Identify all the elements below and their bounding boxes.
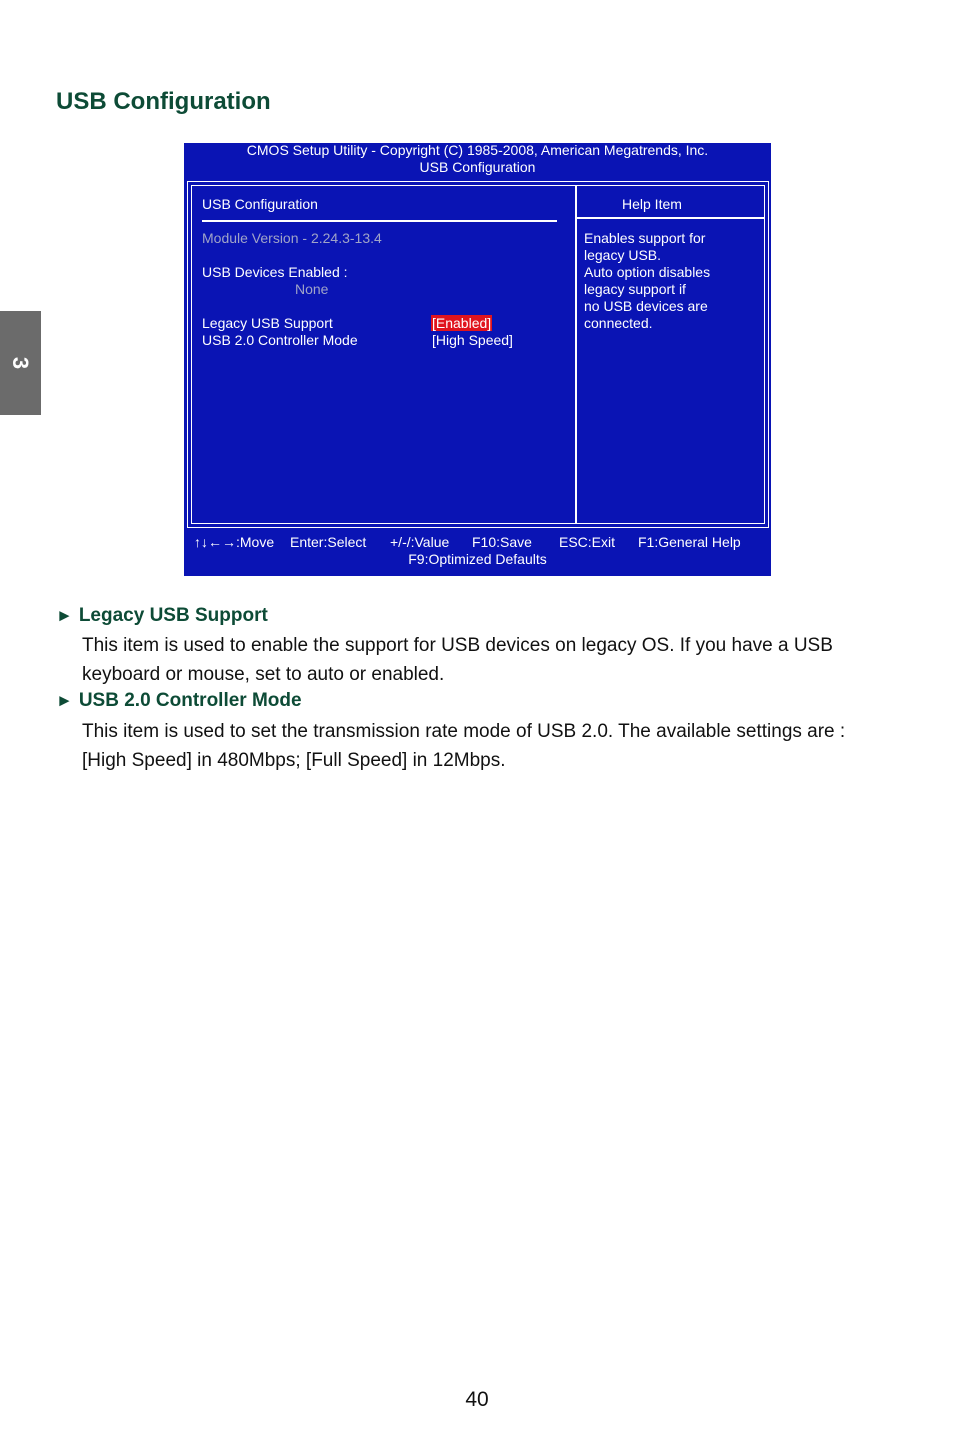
legacy-usb-support-value[interactable] bbox=[431, 315, 492, 331]
left-panel-title: USB Configuration bbox=[202, 196, 318, 212]
item-body-usb2-controller bbox=[82, 717, 882, 775]
page-title: USB Configuration bbox=[56, 88, 271, 115]
help-line: no USB devices are bbox=[584, 298, 708, 314]
legacy-usb-support-label[interactable]: Legacy USB Support bbox=[202, 315, 333, 331]
help-line: connected. bbox=[584, 315, 653, 331]
key-move: ↑↓←→:Move bbox=[194, 534, 275, 550]
body-line: [High Speed] in 480Mbps; [Full Speed] in 12Mbps. bbox=[82, 750, 506, 771]
item-heading-usb2-controller bbox=[56, 690, 302, 712]
usb-devices-label: USB Devices Enabled : bbox=[202, 264, 348, 280]
bios-header bbox=[184, 143, 771, 176]
bios-header-copyright: CMOS Setup Utility - Copyright (C) 1985-2008, American Megatrends, Inc. bbox=[246, 142, 709, 158]
help-text bbox=[584, 230, 710, 332]
item-heading-legacy-usb bbox=[56, 605, 268, 627]
help-panel-title: Help Item bbox=[622, 196, 682, 212]
chapter-tab bbox=[0, 311, 41, 415]
bios-screenshot bbox=[184, 143, 771, 576]
key-save: F10:Save bbox=[472, 534, 532, 550]
bios-frame-inner bbox=[191, 185, 765, 524]
usb2-controller-mode-label[interactable]: USB 2.0 Controller Mode bbox=[202, 332, 358, 348]
chapter-number: 3 bbox=[8, 356, 34, 370]
key-value: +/-/:Value bbox=[390, 534, 450, 550]
bios-header-screen-title: USB Configuration bbox=[419, 159, 536, 175]
body-line: This item is used to set the transmission rate mode of USB 2.0. The available settings are : bbox=[82, 721, 846, 742]
help-line: Enables support for bbox=[584, 230, 706, 246]
body-line: keyboard or mouse, set to auto or enabled. bbox=[82, 664, 445, 685]
bios-frame-outer bbox=[187, 181, 769, 528]
key-help: F1:General Help bbox=[638, 534, 741, 550]
key-select: Enter:Select bbox=[290, 534, 367, 550]
panel-divider bbox=[575, 186, 577, 523]
bullet-arrow-icon: ► bbox=[56, 691, 73, 710]
key-optimized-defaults: F9:Optimized Defaults bbox=[408, 551, 547, 567]
item-title: USB 2.0 Controller Mode bbox=[78, 690, 302, 711]
usb2-controller-mode-value[interactable]: [High Speed] bbox=[432, 332, 513, 348]
help-line: legacy support if bbox=[584, 281, 686, 297]
selected-value-highlight[interactable]: [Enabled] bbox=[432, 315, 492, 331]
body-line: This item is used to enable the support for USB devices on legacy OS. If you have a USB bbox=[82, 635, 833, 656]
help-panel-rule bbox=[577, 217, 764, 219]
left-panel-rule bbox=[202, 220, 557, 222]
usb-devices-value: None bbox=[295, 281, 329, 297]
key-exit: ESC:Exit bbox=[559, 534, 616, 550]
bullet-arrow-icon: ► bbox=[56, 606, 73, 625]
module-version: Module Version - 2.24.3-13.4 bbox=[202, 230, 382, 246]
help-line: legacy USB. bbox=[584, 247, 662, 263]
help-line: Auto option disables bbox=[584, 264, 711, 280]
item-body-legacy-usb bbox=[82, 631, 882, 689]
page-number: 40 bbox=[465, 1388, 489, 1411]
item-title: Legacy USB Support bbox=[78, 605, 268, 626]
